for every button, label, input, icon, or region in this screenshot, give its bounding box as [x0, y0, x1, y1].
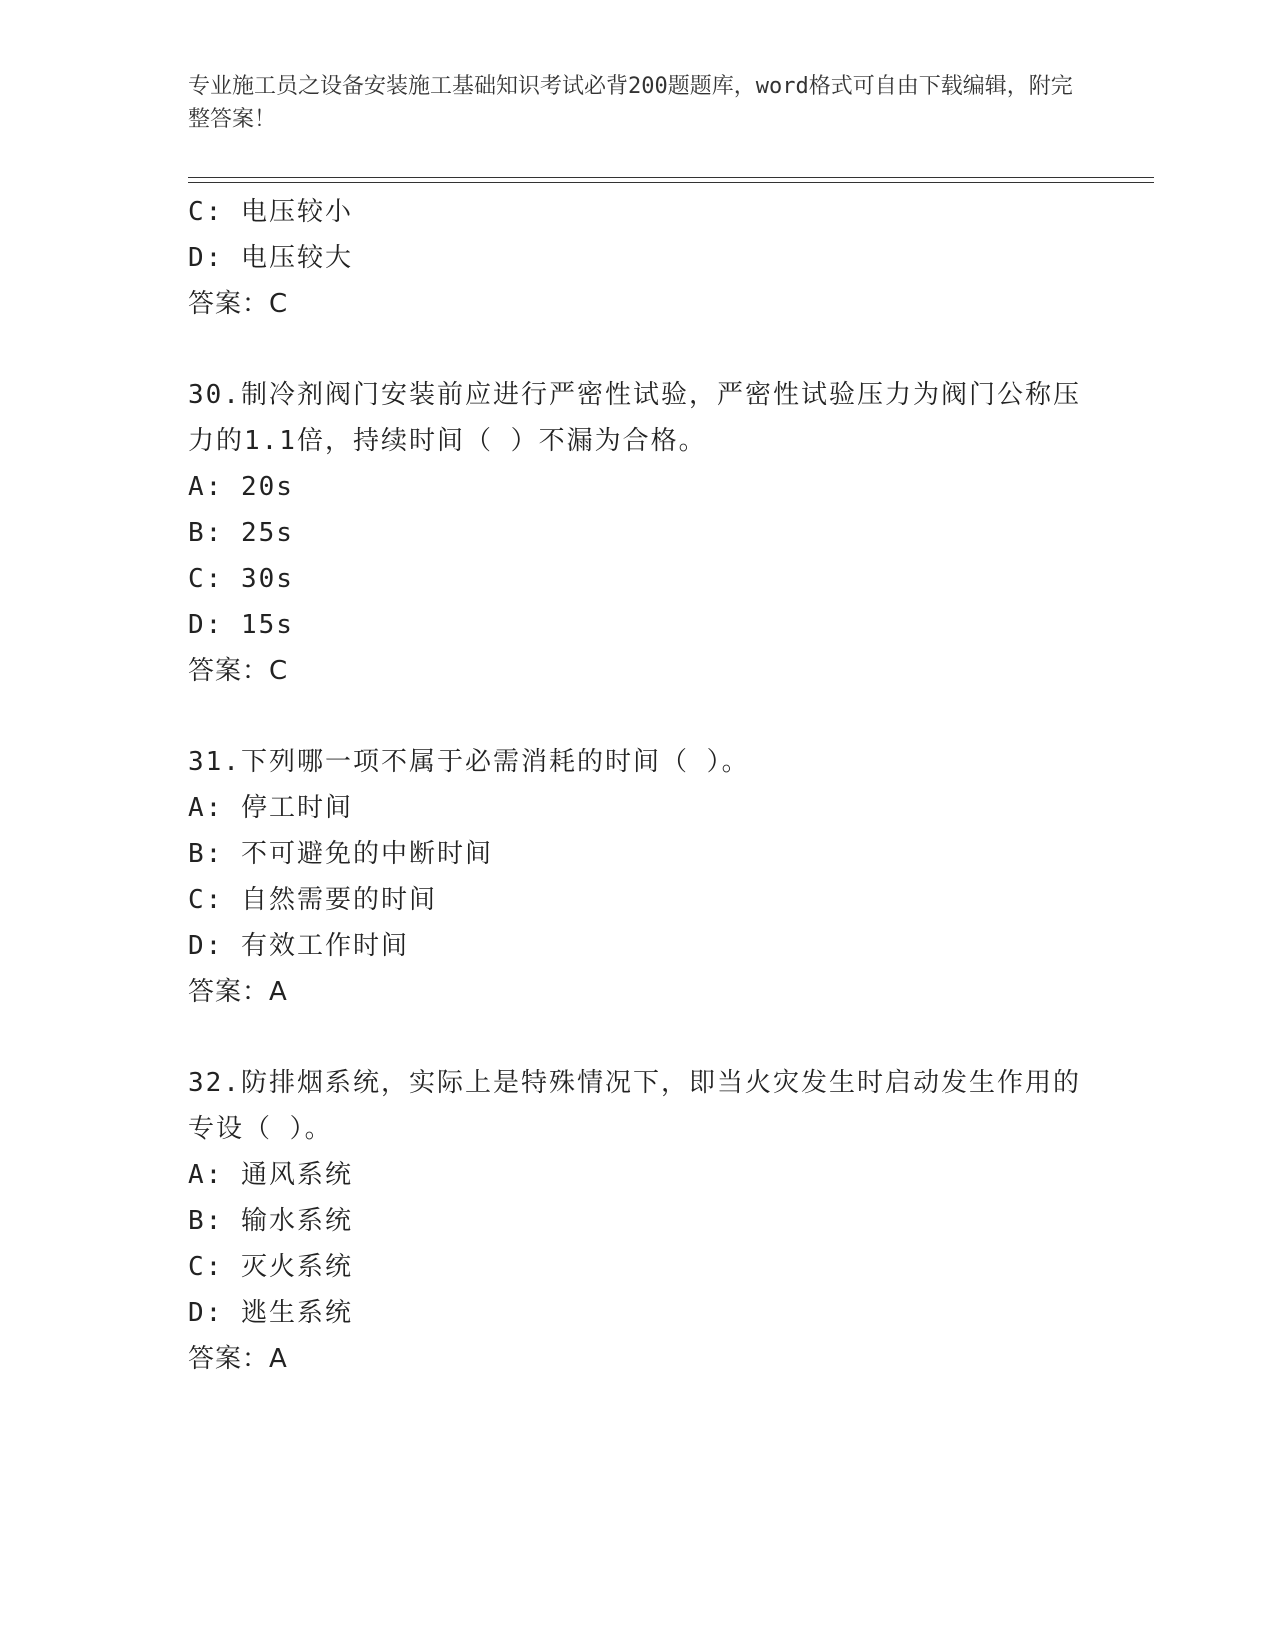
header-divider-bottom [188, 182, 1154, 183]
option-c: C: 自然需要的时间 [188, 885, 437, 915]
option-c: C: 30s [188, 564, 294, 594]
option-c: C: 电压较小 [188, 197, 353, 227]
question-32-stem: 32.防排烟系统，实际上是特殊情况下，即当火灾发生时启动发生作用的专设（ ）。 [188, 1068, 1081, 1144]
option-c: C: 灭火系统 [188, 1252, 353, 1282]
answer-line: 答案：C [188, 656, 289, 686]
option-d: D: 电压较大 [188, 243, 353, 273]
option-a: A: 停工时间 [188, 793, 353, 823]
header-divider-top [188, 177, 1154, 178]
option-a: A: 通风系统 [188, 1160, 353, 1190]
option-d: D: 15s [188, 610, 294, 640]
option-b: B: 不可避免的中断时间 [188, 839, 493, 869]
option-b: B: 25s [188, 518, 294, 548]
question-30-stem: 30.制冷剂阀门安装前应进行严密性试验，严密性试验压力为阀门公称压力的1.1倍，持续时间（ ）不漏为合格。 [188, 380, 1081, 456]
option-b: B: 输水系统 [188, 1206, 353, 1236]
answer-line: 答案：A [188, 977, 288, 1007]
document-header: 专业施工员之设备安装施工基础知识考试必背200题题库，word格式可自由下载编辑，附完整答案！ [188, 74, 1073, 132]
option-d: D: 逃生系统 [188, 1298, 353, 1328]
question-list [188, 189, 1088, 1382]
option-d: D: 有效工作时间 [188, 931, 409, 961]
option-a: A: 20s [188, 472, 294, 502]
question-31-stem: 31.下列哪一项不属于必需消耗的时间（ ）。 [188, 747, 750, 777]
answer-line: 答案：A [188, 1344, 288, 1374]
answer-line: 答案：C [188, 289, 289, 319]
